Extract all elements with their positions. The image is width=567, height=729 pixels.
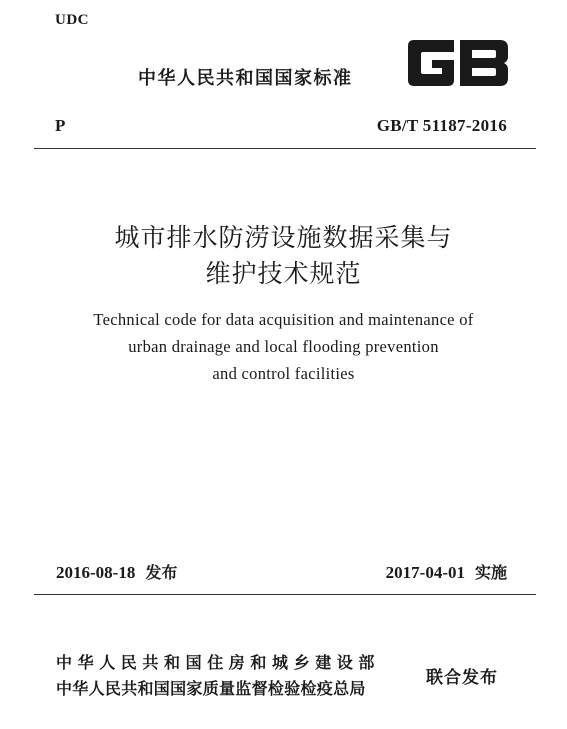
standard-type: 中华人民共和国国家标准 [138, 68, 353, 89]
title-en-line-1: Technical code for data acquisition and maintenance of [93, 310, 474, 329]
issue-label: 发布 [145, 563, 178, 582]
effective-date: 2017-04-01 [385, 563, 465, 582]
standard-number: GB/T 51187-2016 [376, 116, 507, 135]
joint-issue-label: 联合发布 [426, 668, 498, 688]
title-block [0, 220, 567, 387]
title-en [0, 306, 567, 387]
issuers [56, 650, 380, 702]
effective-date-row [386, 560, 507, 583]
divider-bottom [34, 594, 536, 595]
issue-date: 2016-08-18 [56, 563, 136, 582]
title-zh-line-2: 维护技术规范 [205, 259, 362, 288]
issuer-line-1: 中华人民共和国住房和城乡建设部 [56, 653, 381, 672]
udc-label: UDC [55, 12, 89, 28]
gb-logo-icon [408, 40, 508, 86]
issue-date-row [56, 560, 177, 583]
classification-code: P [55, 116, 66, 135]
title-zh-line-1: 城市排水防涝设施数据采集与 [114, 223, 453, 252]
title-en-line-3: and control facilities [212, 364, 355, 383]
effective-label: 实施 [474, 563, 507, 582]
issuer-line-2: 中华人民共和国国家质量监督检验检疫总局 [56, 679, 366, 698]
divider-top [34, 148, 536, 149]
title-en-line-2: urban drainage and local flooding prevention [128, 337, 439, 356]
